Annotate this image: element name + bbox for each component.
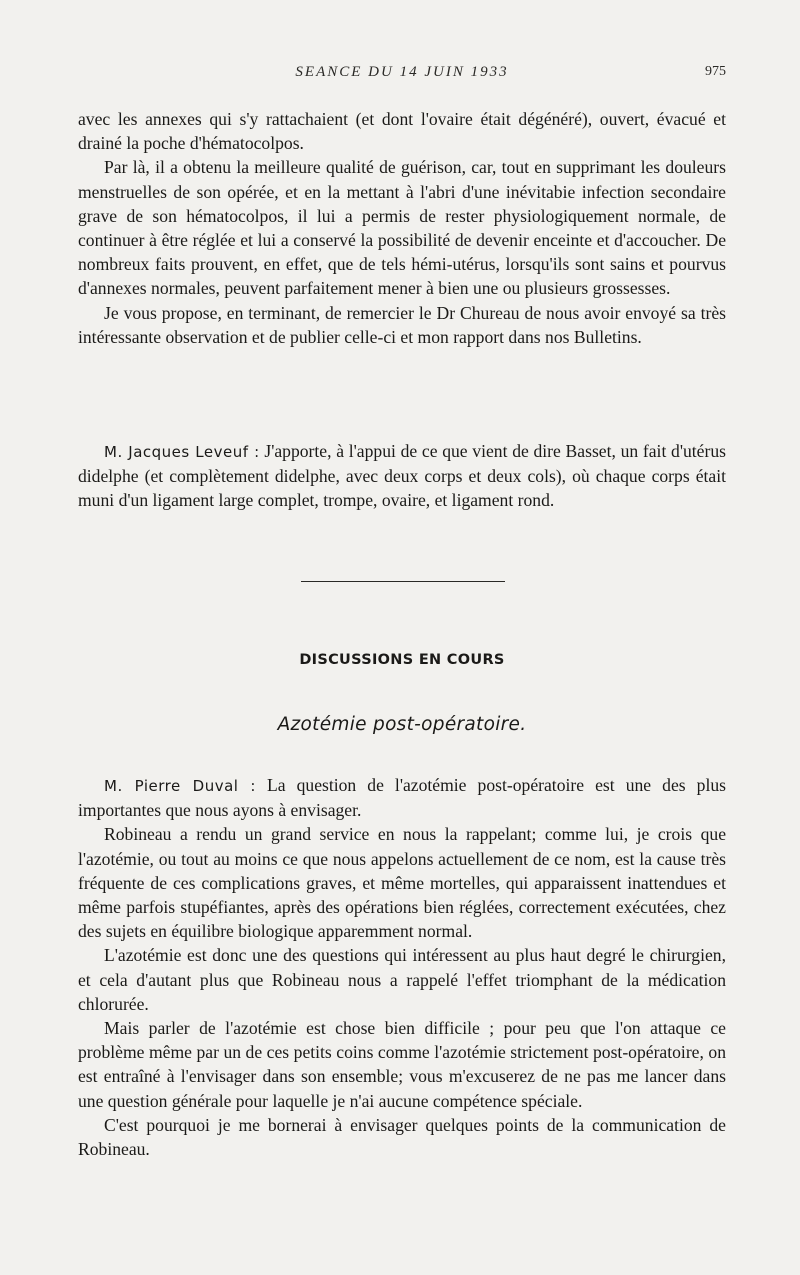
page-number: 975 [705,64,726,79]
paragraph: avec les annexes qui s'y rattachaient (et dont l'ovaire était dégénéré), ouvert, évacué et drainé la poche d'hématocolpos. [78,109,726,154]
report-continuation [78,107,726,349]
remark-text: J'apporte, à l'appui de ce que vient de dire Basset, un fait d'utérus didelphe (et complètement didelphe, avec deux corps et deux cols), où chaque corps était muni d'un ligament large complet, trompe, ovaire, et ligament rond. [78,441,726,511]
paragraph: C'est pourquoi je me bornerai à envisager quelques points de la communication de Robineau. [78,1114,726,1160]
section-heading: DISCUSSIONS EN COURS [299,652,505,668]
paragraph: Je vous propose, en terminant, de remercier le Dr Chureau de nous avoir envoyé sa très intéressante observation et de publier celle-ci et mon rapport dans nos Bulletins. [78,302,726,347]
paragraph [78,773,726,822]
running-title: SEANCE DU 14 JUIN 1933 [295,64,509,80]
paragraph: Par là, il a obtenu la meilleure qualité de guérison, car, tout en supprimant les douleurs menstruelles de son opérée, et en la mettant à l'abri d'une inévitabie infection secondaire grave de son hématocolpos, il lui a permis de rester physiologiquement normale, de continuer à être réglée et lui a conservé la possibilité de devenir enceinte et d'accoucher. De nombreux faits prouvent, en effet, que de tels hémi-utérus, lorsqu'ils sont sains et pourvus d'annexes normales, peuvent parfaitement mener à bien une ou plusieurs grossesses. [78,157,726,299]
paragraph-text: La question de l'azotémie post-opératoire est une des plus importantes que nous ayons à envisager. [78,775,726,821]
duval-discussion [78,773,726,1161]
section-divider [301,581,505,582]
speaker-name: M. Pierre Duval : [104,777,256,795]
article-title: Azotémie post-opératoire. [277,714,527,735]
running-header [78,64,726,86]
paragraph [78,439,726,513]
paragraph: Robineau a rendu un grand service en nous la rappelant; comme lui, je crois que l'azotémie, ou tout au moins ce que nous appelons actuellement de ce nom, est la cause très fréquente de ces complications graves, et même mortelles, qui apparaissent inattendues et même parfois stupéfiantes, après des opérations bien réglées, correctement exécutées, chez des sujets en équilibre biologique apparemment normal. [78,824,726,942]
speaker-name: M. Jacques Leveuf : [104,443,260,461]
paragraph: Mais parler de l'azotémie est chose bien difficile ; pour peu que l'on attaque ce problème même par un de ces petits coins comme l'azotémie strictement post-opératoire, on est entraîné à l'envisager dans son ensemble; vous m'excuserez de ne pas me lancer dans une question générale pour laquelle je n'ai aucune compétence spéciale. [78,1018,726,1111]
paragraph: L'azotémie est donc une des questions qui intéressent au plus haut degré le chirurgien, et cela d'autant plus que Robineau nous a rappelé l'effet triomphant de la médication chlorurée. [78,945,726,1014]
leveuf-remark [78,439,726,513]
